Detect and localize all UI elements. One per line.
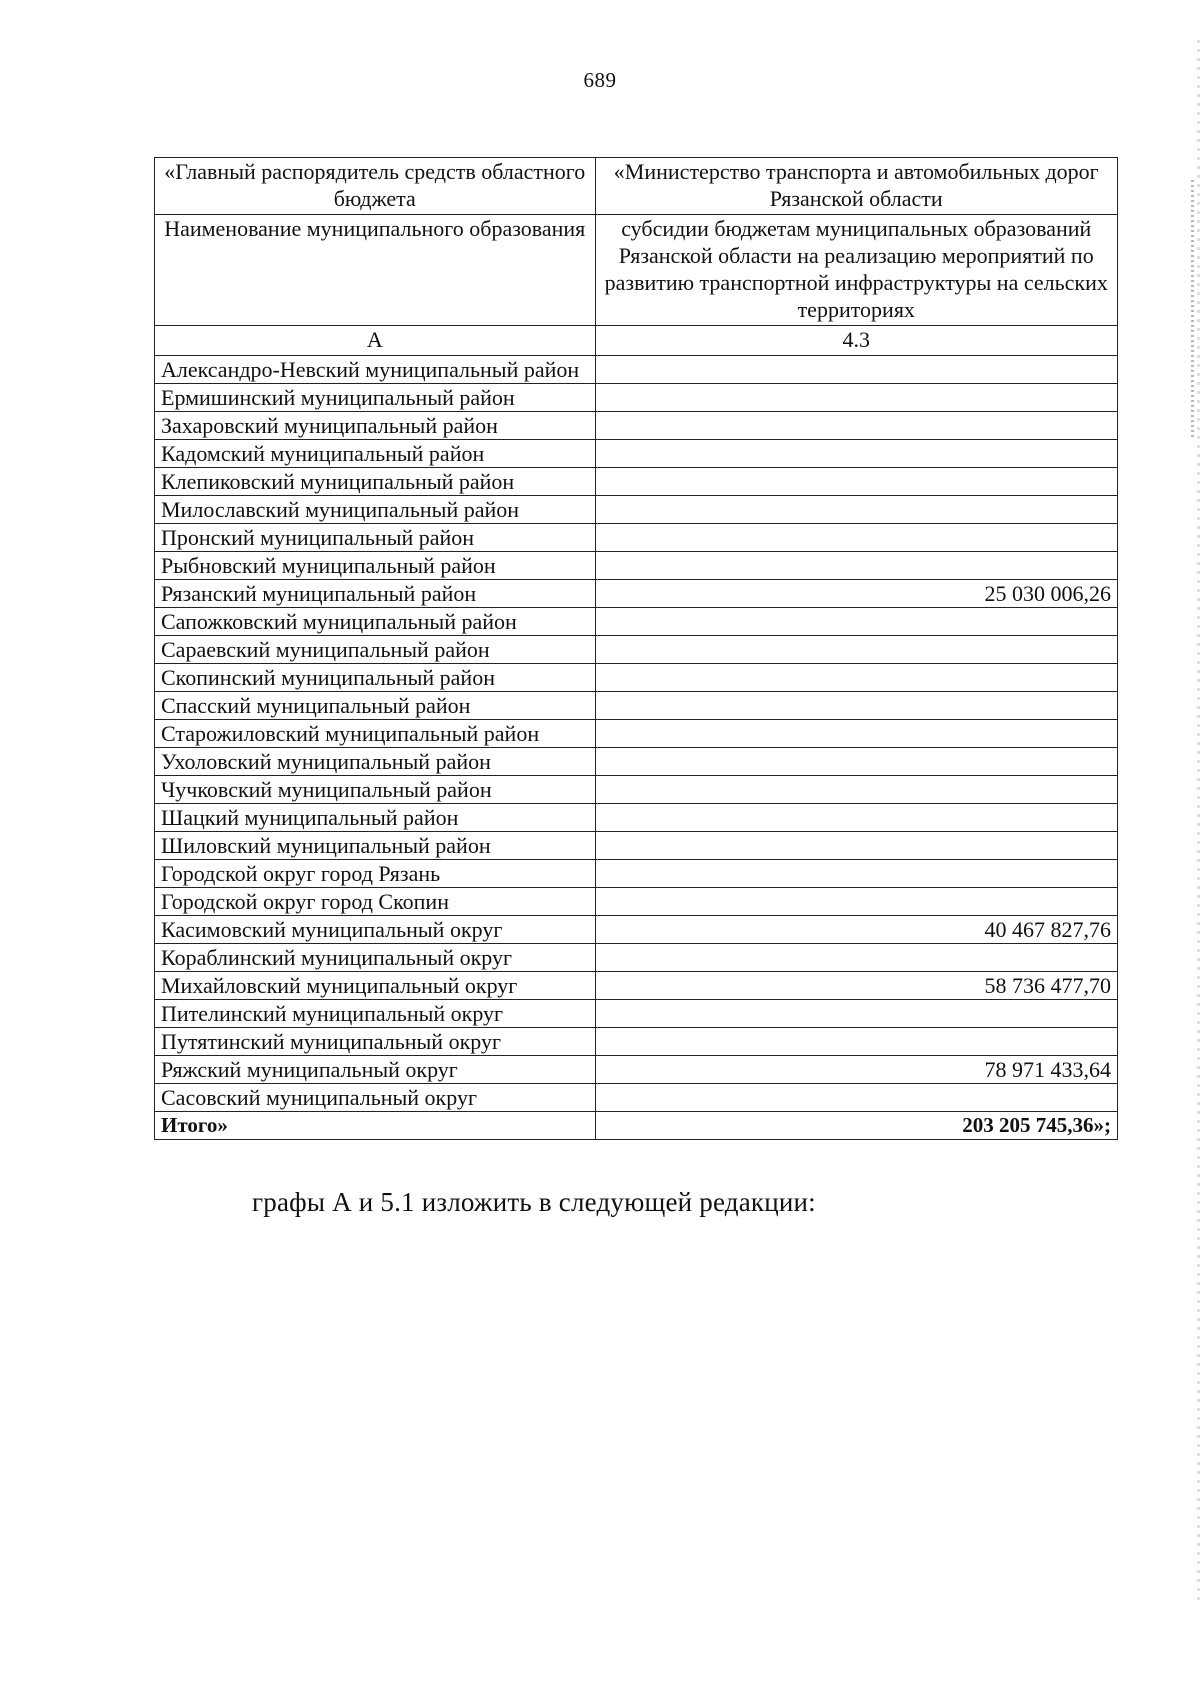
total-label: Итого» (155, 1112, 596, 1140)
table-row (155, 440, 1118, 468)
table-row (155, 664, 1118, 692)
header-col-a-title: «Главный распорядитель средств областного бюджета (155, 158, 596, 215)
subsidy-value: 58 736 477,70 (595, 972, 1117, 1000)
municipality-name: Рыбновский муниципальный район (155, 552, 596, 580)
subsidy-value (595, 608, 1117, 636)
table-row (155, 412, 1118, 440)
header-col-b-title: «Министерство транспорта и автомобильных дорог Рязанской области (595, 158, 1117, 215)
table-subheader-row (155, 215, 1118, 326)
subsidy-value (595, 440, 1117, 468)
subsidy-value (595, 832, 1117, 860)
subsidy-value (595, 776, 1117, 804)
table-row (155, 776, 1118, 804)
table-row (155, 552, 1118, 580)
subsidy-value: 40 467 827,76 (595, 916, 1117, 944)
municipality-name: Пителинский муниципальный округ (155, 1000, 596, 1028)
municipality-name: Шиловский муниципальный район (155, 832, 596, 860)
table-row (155, 1028, 1118, 1056)
table-row (155, 1056, 1118, 1084)
table-row (155, 1084, 1118, 1112)
budget-table (154, 157, 1118, 1140)
table-code-row (155, 326, 1118, 356)
municipality-name: Клепиковский муниципальный район (155, 468, 596, 496)
table-row (155, 860, 1118, 888)
municipality-name: Старожиловский муниципальный район (155, 720, 596, 748)
table-row (155, 636, 1118, 664)
subsidy-value (595, 748, 1117, 776)
subsidy-value: 78 971 433,64 (595, 1056, 1117, 1084)
table-header-row (155, 158, 1118, 215)
subsidy-value (595, 720, 1117, 748)
municipality-name: Рязанский муниципальный район (155, 580, 596, 608)
municipality-name: Городской округ город Скопин (155, 888, 596, 916)
municipality-name: Касимовский муниципальный округ (155, 916, 596, 944)
table-row (155, 496, 1118, 524)
subsidy-value (595, 944, 1117, 972)
municipality-name: Милославский муниципальный район (155, 496, 596, 524)
table-row (155, 524, 1118, 552)
municipality-name: Александро-Невский муниципальный район (155, 356, 596, 384)
municipality-name: Захаровский муниципальный район (155, 412, 596, 440)
header-col-b-code: 4.3 (595, 326, 1117, 356)
header-col-a-code: А (155, 326, 596, 356)
table-row (155, 1000, 1118, 1028)
table-row (155, 384, 1118, 412)
subsidy-value: 25 030 006,26 (595, 580, 1117, 608)
table-row (155, 580, 1118, 608)
subsidy-value (595, 692, 1117, 720)
municipality-name: Ермишинский муниципальный район (155, 384, 596, 412)
amendment-note: графы А и 5.1 изложить в следующей редакции: (252, 1187, 816, 1217)
page-number: 689 (583, 68, 617, 92)
subsidy-value (595, 1028, 1117, 1056)
municipality-name: Спасский муниципальный район (155, 692, 596, 720)
table-row (155, 356, 1118, 384)
table-row (155, 608, 1118, 636)
municipality-name: Городской округ город Рязань (155, 860, 596, 888)
header-col-a-subtitle: Наименование муниципального образования (155, 215, 596, 326)
header-col-b-subtitle: субсидии бюджетам муниципальных образований Рязанской области на реализацию мероприятий по развитию транспортной инфраструктуры на сельских территориях (595, 215, 1117, 326)
table-row (155, 720, 1118, 748)
total-value: 203 205 745,36»; (595, 1112, 1117, 1140)
table-row (155, 916, 1118, 944)
subsidy-value (595, 356, 1117, 384)
subsidy-value (595, 468, 1117, 496)
table-row (155, 972, 1118, 1000)
table-row (155, 748, 1118, 776)
subsidy-value (595, 664, 1117, 692)
municipality-name: Ухоловский муниципальный район (155, 748, 596, 776)
municipality-name: Чучковский муниципальный район (155, 776, 596, 804)
subsidy-value (595, 804, 1117, 832)
municipality-name: Ряжский муниципальный округ (155, 1056, 596, 1084)
municipality-name: Кадомский муниципальный район (155, 440, 596, 468)
municipality-name: Путятинский муниципальный округ (155, 1028, 596, 1056)
municipality-name: Сараевский муниципальный район (155, 636, 596, 664)
subsidy-value (595, 552, 1117, 580)
table-row (155, 468, 1118, 496)
scan-edge-artifact (1191, 180, 1194, 440)
subsidy-value (595, 636, 1117, 664)
subsidy-value (595, 888, 1117, 916)
table-row (155, 804, 1118, 832)
table-row (155, 832, 1118, 860)
municipality-name: Сасовский муниципальный округ (155, 1084, 596, 1112)
municipality-name: Кораблинский муниципальный округ (155, 944, 596, 972)
table-total-row (155, 1112, 1118, 1140)
municipality-name: Пронский муниципальный район (155, 524, 596, 552)
subsidy-value (595, 1000, 1117, 1028)
table-row (155, 944, 1118, 972)
table-row (155, 888, 1118, 916)
subsidy-value (595, 524, 1117, 552)
subsidy-value (595, 384, 1117, 412)
subsidy-value (595, 412, 1117, 440)
municipality-name: Сапожковский муниципальный район (155, 608, 596, 636)
table-row (155, 692, 1118, 720)
municipality-name: Скопинский муниципальный район (155, 664, 596, 692)
subsidy-value (595, 1084, 1117, 1112)
municipality-name: Шацкий муниципальный район (155, 804, 596, 832)
municipality-name: Михайловский муниципальный округ (155, 972, 596, 1000)
subsidy-value (595, 860, 1117, 888)
subsidy-value (595, 496, 1117, 524)
